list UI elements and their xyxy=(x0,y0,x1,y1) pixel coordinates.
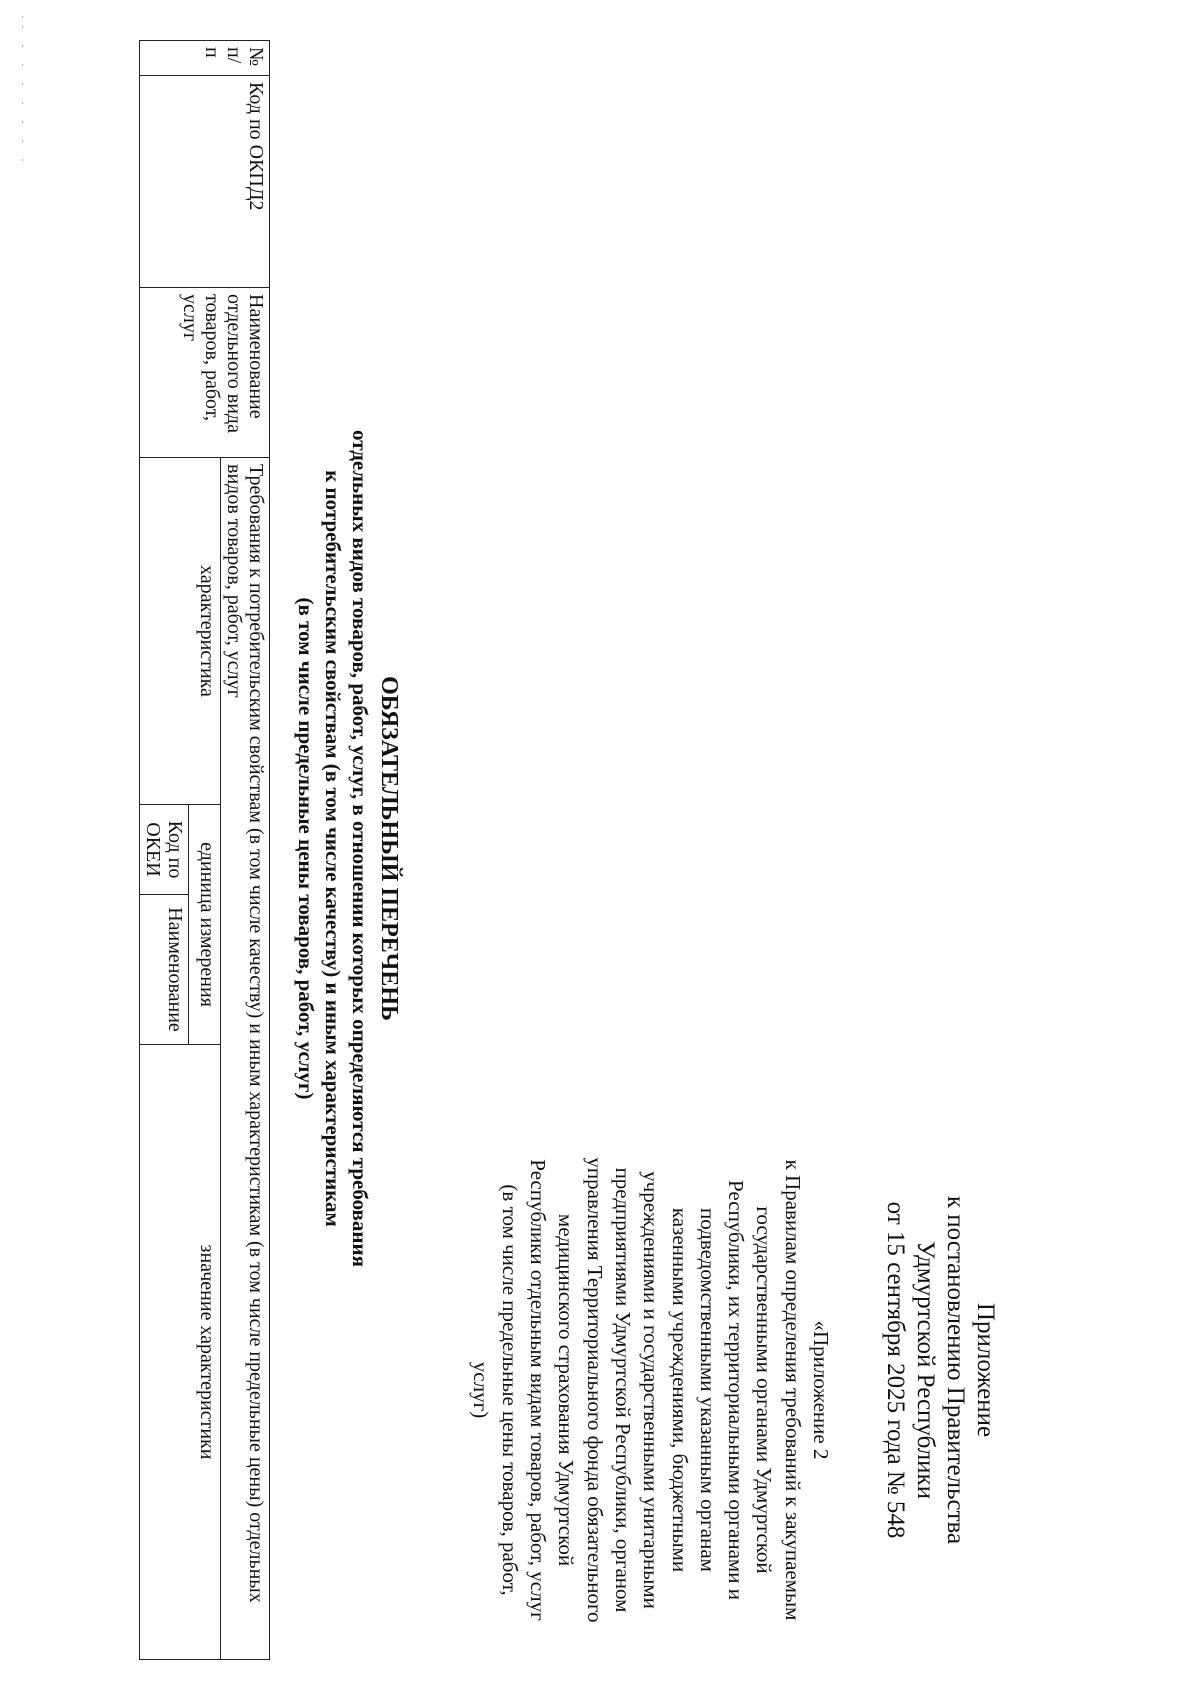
document-title: ОБЯЗАТЕЛЬНЫЙ ПЕРЕЧЕНЬ xyxy=(376,676,402,1021)
rules-line: подведомственными указанным органам xyxy=(695,1208,720,1572)
document-subtitle-line: (в том числе предельные цены товаров, работ, услуг) xyxy=(294,597,318,1100)
rules-line: управления Территориального фонда обязательного xyxy=(582,1157,607,1623)
header-characteristic: характеристика xyxy=(140,458,221,805)
rules-line: Республики отдельным видам товаров, работ, услуг xyxy=(526,1159,551,1621)
header-unit: единица измерения xyxy=(189,805,221,1045)
document-subtitle-line: отдельных видов товаров, работ, услуг, в отношении которых определяются требования xyxy=(348,430,372,1267)
header-requirements: Требования к потребительским свойствам (в том числе качеству) и иным характеристикам (в том числе предельные цены) отдельных видов товаров, работ, услуг xyxy=(221,458,270,1660)
rules-line: Республики, их территориальными органами и xyxy=(724,1180,749,1600)
header-item-name: Наименование отдельного вида товаров, работ, услуг xyxy=(140,288,270,458)
requirements-table xyxy=(139,40,270,1660)
rules-line: казенными учреждениями, бюджетными xyxy=(667,1207,692,1573)
appendix-reference xyxy=(880,1180,1000,1560)
header-unit-name: Наименование xyxy=(140,895,189,1045)
document-subtitle-line: к потребительским свойствам (в том числе качеству) и иным характеристикам xyxy=(321,470,345,1227)
header-num: № п/п xyxy=(140,41,270,76)
table-header-row xyxy=(221,41,270,1660)
document-heading xyxy=(292,0,405,1697)
rules-line: государственными органами Удмуртской xyxy=(752,1206,777,1574)
rules-line: к Правилам определения требований к закупаемым xyxy=(780,1159,805,1621)
rules-reference xyxy=(467,1110,835,1670)
header-okei-code: Код по ОКЕИ xyxy=(140,805,189,895)
appendix-line: Приложение xyxy=(972,1302,999,1438)
appendix-line: Удмуртской Республики xyxy=(912,1240,939,1500)
rules-line: (в том числе предельные цены товаров, работ, xyxy=(497,1184,522,1596)
appendix-line: от 15 сентября 2025 года № 548 xyxy=(882,1201,909,1539)
rules-line: «Приложение 2 xyxy=(809,1320,833,1460)
rules-line: медицинского страхования Удмуртской xyxy=(554,1213,579,1567)
rules-line: предприятиями Удмуртской Республики, органом xyxy=(610,1167,635,1613)
header-value: значение характеристики xyxy=(140,1045,221,1660)
header-okpd: Код по ОКПД2 xyxy=(140,76,270,288)
rules-line: учреждениями и государственными унитарными xyxy=(639,1171,664,1609)
scan-artifact: ·· · · · · · · · xyxy=(16,15,30,168)
rules-line: услуг) xyxy=(469,1361,494,1419)
appendix-line: к постановлению Правительства xyxy=(942,1195,969,1545)
